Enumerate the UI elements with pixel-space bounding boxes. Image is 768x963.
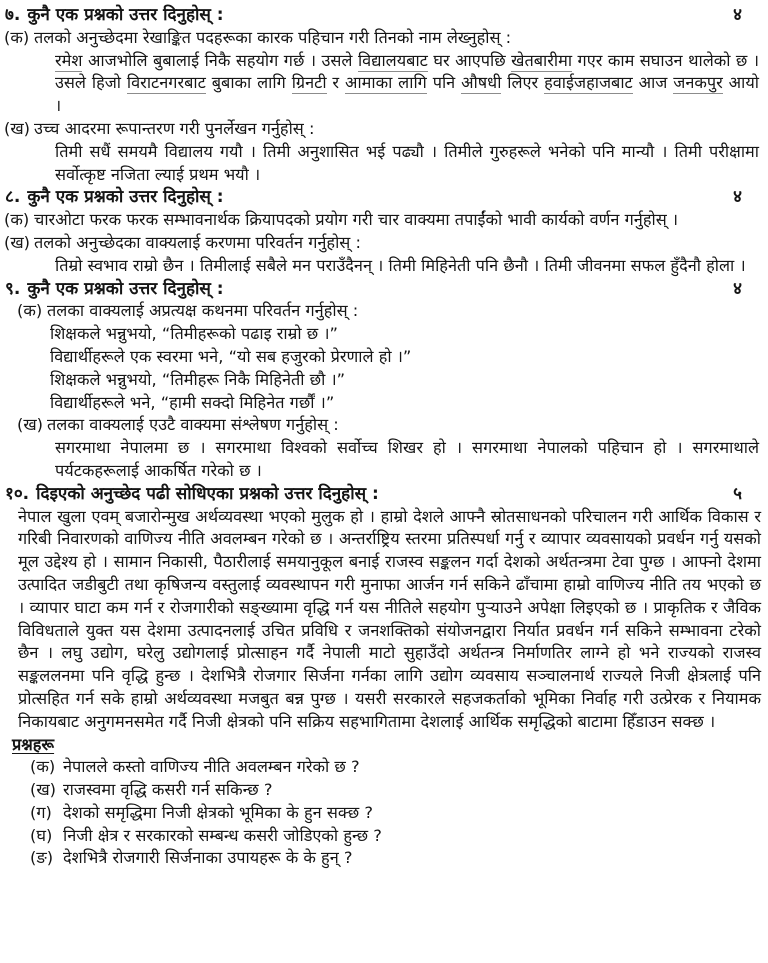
underlined-word: विद्यालयबाट (357, 50, 428, 70)
item-text: तलको अनुच्छेदमा रेखाङ्कित पदहरूका कारक पहिचान गरी तिनको नाम लेख्नुहोस् : (34, 27, 512, 47)
item-text: तलका वाक्यलाई एउटै वाक्यमा संश्लेषण गर्नुहोस् : (47, 415, 339, 435)
question-9-item-ka (0, 300, 768, 323)
sub-question-gha (30, 825, 758, 848)
dialog-line: विद्यार्थीहरूले भने, “हामी सक्दो मिहिनेत गर्छौं ।” (50, 392, 335, 412)
underlined-word: विराटनगरबाट (126, 73, 206, 93)
question-marks: ४ (733, 5, 742, 25)
question-8-item-kha (0, 232, 768, 255)
question-title: कुनै एक प्रश्नको उत्तर दिनुहोस् : (27, 278, 224, 299)
item-label: (ख) (30, 780, 57, 800)
question-8-item-ka (0, 209, 768, 232)
passage-text: लिएर (501, 73, 545, 93)
question-marks: ४ (733, 278, 742, 299)
question-number: ९. (5, 278, 21, 299)
sub-question-kha (30, 779, 758, 802)
question-9-kha-passage: सगरमाथा नेपालमा छ । सगरमाथा विश्वको सर्वोच्च शिखर हो । सगरमाथा नेपालको पहिचान हो । सगरमाथाले पर्यटकहरूलाई आकर्षित गरेको छ । (55, 438, 759, 480)
item-text: तलका वाक्यलाई अप्रत्यक्ष कथनमा परिवर्तन गर्नुहोस् : (47, 301, 359, 321)
question-title: दिइएको अनुच्छेद पढी सोधिएका प्रश्नको उत्तर दिनुहोस् : (36, 483, 379, 504)
question-7-section (0, 4, 768, 186)
question-7-item-ka (0, 27, 768, 50)
sub-question-ka (30, 756, 758, 779)
dialog-line: विद्यार्थीहरूले एक स्वरमा भने, “यो सब हजुरको प्रेरणाले हो ।” (50, 346, 412, 366)
item-text: नेपालले कस्तो वाणिज्य नीति अवलम्बन गरेको छ ? (63, 757, 360, 777)
item-text: उच्च आदरमा रूपान्तरण गरी पुनर्लेखन गर्नुहोस् : (34, 118, 315, 138)
item-label: (घ) (30, 825, 53, 845)
question-7-header (0, 4, 768, 27)
item-text: देशभित्रै रोजगारी सिर्जनाका उपायहरू के के हुन् ? (63, 848, 353, 868)
question-7-item-kha (0, 118, 768, 141)
question-7-kha-passage: तिमी सधैं समयमै विद्यालय गयौ । तिमी अनुशासित भई पढ्यौ । तिमीले गुरुहरूले भनेको पनि मान्यौ । तिमी परीक्षामा सर्वोत्कृष्ट नजिता ल्याई प्रथम भयौ । (55, 141, 759, 184)
question-number: १०. (5, 483, 30, 504)
passage-text: घर आएपछि (427, 50, 512, 70)
item-label: (ग) (30, 802, 52, 822)
underlined-word: हवाईजहाजबाट (544, 73, 633, 93)
sub-question-nga (30, 847, 758, 870)
underlined-word: औषधी (461, 73, 502, 93)
item-label: (क) (4, 27, 30, 47)
question-9-header (0, 278, 768, 301)
underlined-word: जनकपुर (673, 73, 723, 93)
underlined-word: खेतबारीमा (511, 50, 573, 70)
item-label: (ख) (4, 232, 31, 252)
item-text: चारओटा फरक फरक सम्भावनार्थक क्रियापदको प्रयोग गरी चार वाक्यमा तपाईंको भावी कार्यको वर्णन गर्नुहोस् । (34, 210, 679, 230)
question-7-ka-passage (55, 50, 759, 118)
item-text: तलको अनुच्छेदका वाक्यलाई करणमा परिवर्तन गर्नुहोस् : (34, 232, 361, 252)
sub-question-ga (30, 802, 758, 825)
passage-text: पनि (426, 73, 462, 93)
question-title: कुनै एक प्रश्नको उत्तर दिनुहोस् : (27, 187, 224, 208)
question-8-section (0, 186, 768, 277)
item-label: (क) (4, 210, 30, 230)
passage-text: बुबाका लागि (205, 73, 292, 93)
question-title: कुनै एक प्रश्नको उत्तर दिनुहोस् : (27, 5, 224, 25)
dialog-line: शिक्षकले भन्नुभयो, “तिमीहरूको पढाइ राम्रो छ ।” (50, 324, 338, 344)
item-label: (ङ) (30, 848, 54, 868)
underlined-word: ग्रिनटी (291, 73, 327, 93)
question-10-section (0, 483, 768, 871)
question-10-header (0, 483, 768, 506)
passage-text: आजभोलि बुबालाई निकै सहयोग गर्छ । उसले (82, 50, 358, 70)
item-text: देशको समृद्धिमा निजी क्षेत्रको भूमिका के हुन सक्छ ? (63, 802, 373, 822)
question-number: ८. (5, 187, 21, 208)
item-label: (ख) (4, 118, 31, 138)
question-9-item-kha (0, 414, 768, 437)
passage-text: आयो । (55, 73, 759, 116)
underlined-word: रमेश (55, 50, 83, 70)
item-label: (ख) (17, 415, 44, 435)
question-number: ७. (5, 5, 21, 25)
questions-heading: प्रश्नहरू (12, 734, 55, 754)
reading-passage: नेपाल खुला एवम् बजारोन्मुख अर्थव्यवस्था भएको मुलुक हो । हाम्रो देशले आफ्नै स्रोतसाधनको परिचालन गरी आर्थिक विकास र गरिबी निवारणको वाणिज्य नीति अवलम्बन गरेको छ । अन्तर्राष्ट्रिय स्तरमा प्रतिस्पर्धा गर्नु र व्यापार व्यवसायको प्रवर्धन गर्नु यसको मूल उद्देश्य हो । सामान निकासी, पैठारीलाई समयानुकूल बनाई राजस्व सङ्कलन गर्दा देशको अर्थतन्त्रमा टेवा पुग्छ । आफ्नो देशमा उत्पादित जडीबुटी तथा कृषिजन्य वस्तुलाई व्यवस्थापन गरी मुनाफा आर्जन गर्न सकिने ढाँचामा हाम्रो वाणिज्य नीति तय भएको छ । व्यापार घाटा कम गर्न र रोजगारीको सङ्ख्यामा वृद्धि गर्न यस नीतिले सहयोग पुऱ्याउने अपेक्षा लिइएको छ । प्राकृतिक र जैविक विविधताले युक्त यस देशमा उत्पादनलाई उचित प्रविधि र जनशक्तिको संयोजनद्वारा निर्यात प्रवर्धन गर्न सकिने सम्भावना टरेको छैन । लघु उद्योग, घरेलु उद्योगलाई प्रोत्साहन गर्दै नेपाली माटो सुहाउँदो अर्थतन्त्र निर्माणतिर लाग्ने हो भने राज्यको राजस्व सङ्कललनमा पनि वृद्धि हुन्छ । देशभित्रै रोजगार सिर्जना गर्नका लागि उद्योग व्यवसाय सञ्चालनार्थ राज्यले निजी क्षेत्रलाई पनि प्रोत्सहित गर्न सके हाम्रो अर्थव्यवस्था मजबुत बन्न पुग्छ । यसरी सरकारले सहजकर्ताको भूमिका निर्वाह गरी उत्प्रेरक र नियामक निकायबाट अनुगमनसमेत गर्दै निजी क्षेत्रको पनि सक्रिय सहभागितामा देशलाई आर्थिक समृद्धिको बाटामा हिँडाउन सक्छ । (18, 506, 761, 731)
passage-text: र (326, 73, 345, 93)
passage-text: गएर काम सघाउन थालेको छ । उसले हिजो (55, 50, 759, 93)
underlined-word: आमाका लागि (344, 73, 427, 93)
item-text: निजी क्षेत्र र सरकारको सम्बन्ध कसरी जोडिएको हुन्छ ? (63, 825, 382, 845)
question-9-section (0, 278, 768, 483)
passage-text: आज (632, 73, 674, 93)
item-label: (क) (30, 757, 56, 777)
item-label: (क) (17, 301, 43, 321)
question-8-kha-passage: तिम्रो स्वभाव राम्रो छैन । तिमीलाई सबैले मन पराउँदैनन् । तिमी मिहिनेती पनि छैनौ । तिमी जीवनमा सफल हुँदैनौ होला । (55, 255, 746, 275)
item-text: राजस्वमा वृद्धि कसरी गर्न सकिन्छ ? (63, 780, 273, 800)
question-marks: ४ (733, 187, 742, 208)
question-marks: ५ (733, 483, 742, 504)
dialog-line: शिक्षकले भन्नुभयो, “तिमीहरू निकै मिहिनेती छौ ।” (50, 369, 346, 389)
question-8-header (0, 186, 768, 209)
